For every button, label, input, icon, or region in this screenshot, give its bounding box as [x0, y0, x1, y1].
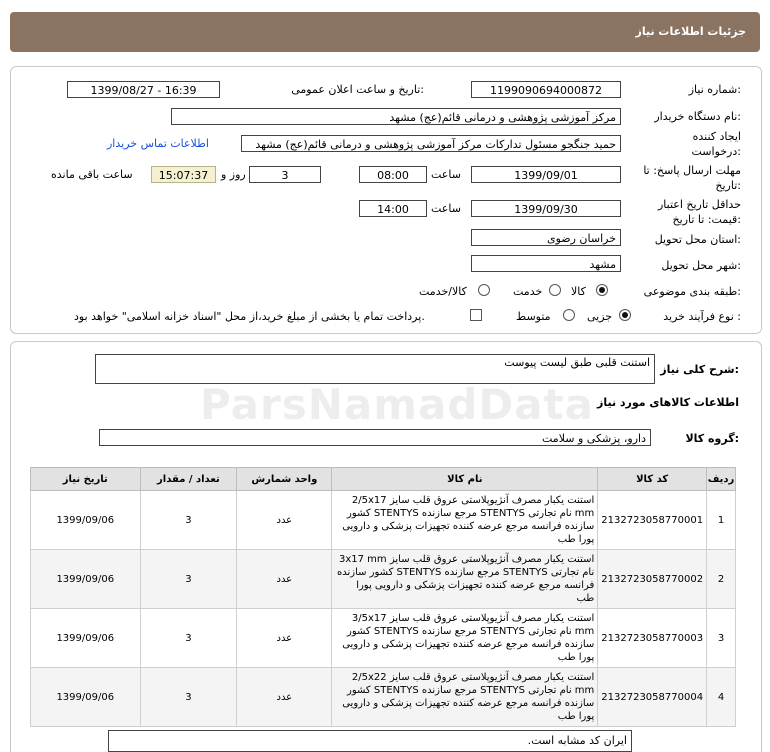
col-qty: تعداد / مقدار [140, 468, 237, 491]
row-code: 2132723058770003 [598, 609, 707, 668]
row-code: 2132723058770001 [598, 491, 707, 550]
info-panel [10, 66, 762, 334]
page-header [10, 12, 760, 52]
row-name: استنت یکبار مصرف آنژیوپلاستی عروق قلب سایز 2/5x22 mm نام تجارتی STENTYS مرجع سازنده STENTYS کشور سازنده فرانسه مرجع عرضه کننده تجهیزات پزشکی و دارویی پورا طب [332, 668, 598, 727]
row-date: 1399/09/06 [31, 668, 141, 727]
city-field: مشهد [471, 255, 621, 272]
row-qty: 3 [140, 491, 237, 550]
table-row [31, 550, 736, 609]
goods-group-label: گروه کالا: [685, 432, 739, 445]
days-label: روز و [221, 168, 246, 181]
row-date: 1399/09/06 [31, 550, 141, 609]
province-label: استان محل تحویل: [654, 233, 741, 246]
remaining-label: ساعت باقی مانده [51, 168, 133, 181]
need-number-label: شماره نیاز: [688, 83, 741, 96]
row-index: 4 [707, 668, 736, 727]
table-row [31, 668, 736, 727]
row-date: 1399/09/06 [31, 609, 141, 668]
payment-note: پرداخت تمام یا بخشی از مبلغ خرید،از محل "اسناد خزانه اسلامی" خواهد بود. [74, 310, 425, 323]
process-label: نوع فرآیند خرید : [663, 310, 741, 323]
goods-info-title: اطلاعات کالاهای مورد نیاز [597, 396, 739, 409]
footer-note-field [108, 730, 632, 752]
contact-buyer-link[interactable]: اطلاعات تماس خریدار [107, 137, 209, 150]
deadline-label-text: مهلت ارسال پاسخ: تا تاریخ: [643, 164, 741, 192]
category-radio-both[interactable] [478, 284, 490, 296]
row-unit: عدد [237, 550, 332, 609]
row-code: 2132723058770004 [598, 668, 707, 727]
category-option-both: کالا/خدمت [419, 285, 467, 298]
treasury-checkbox[interactable] [470, 309, 482, 321]
category-label: طبقه بندی موضوعی: [643, 285, 741, 298]
footer-note-text: ایران کد مشابه است. [527, 734, 627, 747]
days-field: 3 [249, 166, 321, 183]
row-unit: عدد [237, 491, 332, 550]
validity-date-field: 1399/09/30 [471, 200, 621, 217]
row-name: استنت یکبار مصرف آنژیوپلاستی عروق قلب سایز 3x17 mm نام تجارتی STENTYS مرجع سازنده STENTYS کشور سازنده فرانسه مرجع عرضه کننده تجهیزات پزشکی و دارویی پورا طب [332, 550, 598, 609]
validity-time-field: 14:00 [359, 200, 427, 217]
col-name: نام کالا [332, 468, 598, 491]
row-unit: عدد [237, 609, 332, 668]
process-option-medium: متوسط [516, 310, 551, 323]
table-row [31, 491, 736, 550]
buyer-label: نام دستگاه خریدار: [654, 110, 741, 123]
validity-time-label: ساعت [431, 202, 461, 215]
process-radio-minor[interactable] [619, 309, 631, 321]
category-option-goods: کالا [571, 285, 586, 298]
col-code: کد کالا [598, 468, 707, 491]
col-date: تاریخ نیاز [31, 468, 141, 491]
creator-label [641, 129, 741, 159]
announce-field: 1399/08/27 - 16:39 [67, 81, 220, 98]
col-unit: واحد شمارش [237, 468, 332, 491]
table-header-row [31, 468, 736, 491]
row-qty: 3 [140, 550, 237, 609]
creator-field: حمید جنگجو مسئول تدارکات مرکز آموزشی پژوهشی و درمانی قائم(عج) مشهد [241, 135, 621, 152]
row-name: استنت یکبار مصرف آنژیوپلاستی عروق قلب سایز 2/5x17 mm نام تجارتی STENTYS مرجع سازنده STENTYS کشور سازنده فرانسه مرجع عرضه کننده تجهیزات پزشکی و دارویی پورا طب [332, 491, 598, 550]
buyer-field: مرکز آموزشی پژوهشی و درمانی قائم(عج) مشهد [171, 108, 621, 125]
need-description-text: استنت قلبی طبق لیست پیوست [504, 356, 650, 369]
goods-table [30, 467, 736, 727]
table-row [31, 609, 736, 668]
validity-label-text: حداقل تاریخ اعتبار قیمت: تا تاریخ: [657, 198, 741, 226]
need-description-label: شرح کلی نیاز: [660, 363, 739, 376]
row-index: 1 [707, 491, 736, 550]
row-qty: 3 [140, 609, 237, 668]
province-field: خراسان رضوی [471, 229, 621, 246]
row-index: 2 [707, 550, 736, 609]
row-date: 1399/09/06 [31, 491, 141, 550]
row-unit: عدد [237, 668, 332, 727]
row-name: استنت یکبار مصرف آنژیوپلاستی عروق قلب سایز 3/5x17 mm نام تجارتی STENTYS مرجع سازنده STENTYS کشور سازنده فرانسه مرجع عرضه کننده تجهیزات پزشکی و دارویی پورا طب [332, 609, 598, 668]
deadline-time-label: ساعت [431, 168, 461, 181]
process-radio-medium[interactable] [563, 309, 575, 321]
validity-label [631, 197, 741, 227]
city-label: شهر محل تحویل: [661, 259, 741, 272]
category-radio-service[interactable] [549, 284, 561, 296]
goods-group-field: دارو، پزشکی و سلامت [99, 429, 651, 446]
deadline-date-field: 1399/09/01 [471, 166, 621, 183]
col-index: ردیف [707, 468, 736, 491]
category-radio-goods[interactable] [596, 284, 608, 296]
row-code: 2132723058770002 [598, 550, 707, 609]
deadline-time-field: 08:00 [359, 166, 427, 183]
remaining-time-field: 15:07:37 [151, 166, 216, 183]
row-index: 3 [707, 609, 736, 668]
need-description-field [95, 354, 655, 384]
need-number-field: 1199090694000872 [471, 81, 621, 98]
process-option-minor: جزیی [587, 310, 613, 323]
announce-label: تاریخ و ساعت اعلان عمومی: [291, 83, 424, 96]
category-option-service: خدمت [513, 285, 543, 298]
deadline-label [641, 163, 741, 193]
creator-label-text: ایجاد کننده درخواست: [691, 130, 741, 158]
page-title: جزئیات اطلاعات نیاز [635, 25, 746, 38]
row-qty: 3 [140, 668, 237, 727]
